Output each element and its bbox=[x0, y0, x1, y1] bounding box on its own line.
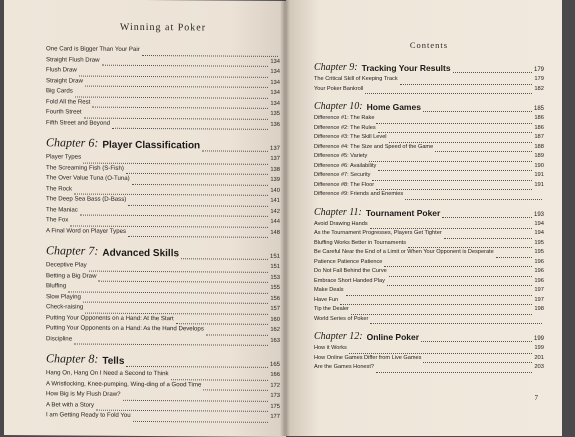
dot-leader bbox=[202, 143, 268, 151]
entry-label: Check-raising bbox=[46, 303, 84, 311]
dot-leader bbox=[346, 288, 533, 296]
toc-entry bbox=[46, 410, 280, 422]
entry-page-number: 186 bbox=[534, 115, 544, 121]
entry-page-number: 175 bbox=[270, 403, 280, 410]
toc-entry bbox=[314, 258, 544, 268]
toc-entry bbox=[314, 143, 544, 153]
entry-page-number: 166 bbox=[270, 371, 280, 378]
dot-leader bbox=[83, 295, 268, 304]
entry-page-number: 198 bbox=[534, 306, 544, 312]
dot-leader bbox=[89, 263, 269, 272]
entry-page-number: 199 bbox=[534, 345, 544, 351]
dot-leader bbox=[132, 176, 269, 185]
entry-label: The Deep Sea Bass (D-Bass) bbox=[46, 195, 127, 203]
toc-entry bbox=[314, 354, 544, 364]
toc-entry bbox=[314, 296, 544, 306]
entry-label: Bluffing Works Better in Tournaments bbox=[314, 239, 407, 246]
dot-leader bbox=[369, 154, 532, 162]
entry-page-number: 140 bbox=[270, 187, 280, 194]
entry-label: Difference #5: Variety bbox=[314, 153, 368, 159]
entry-label: The Fox bbox=[46, 216, 69, 224]
toc-entry bbox=[314, 248, 544, 258]
toc-entry bbox=[314, 124, 544, 134]
chapter-heading bbox=[46, 243, 280, 260]
entry-page-number: 135 bbox=[270, 110, 280, 117]
toc-entry bbox=[314, 239, 544, 249]
toc-entry bbox=[46, 271, 280, 283]
chapter-number: Chapter 12: bbox=[314, 331, 363, 342]
entry-page-number: 195 bbox=[534, 239, 544, 246]
chapter-heading bbox=[314, 207, 544, 218]
dot-leader bbox=[376, 365, 532, 373]
entry-page-number: 172 bbox=[270, 382, 280, 389]
entry-page-number: 134 bbox=[270, 100, 280, 107]
dot-leader bbox=[435, 144, 532, 152]
entry-label: Be Careful Near the End of a Limit or When Your Opponent is Desperate bbox=[314, 249, 494, 255]
chapter-heading bbox=[314, 62, 544, 73]
chapter-page-number: 165 bbox=[269, 361, 280, 368]
entry-label: Big Cards bbox=[46, 87, 73, 95]
toc-entry bbox=[46, 226, 280, 238]
chapter-heading bbox=[314, 101, 544, 112]
entry-label: The Critical Skill of Keeping Track bbox=[314, 76, 398, 82]
chapter-title: Tracking Your Results bbox=[361, 63, 451, 73]
dot-leader bbox=[378, 163, 532, 171]
entry-label: Fold All the Rest bbox=[46, 97, 91, 106]
dot-leader bbox=[376, 182, 532, 190]
entry-page-number: 191 bbox=[534, 181, 544, 188]
dot-leader bbox=[496, 250, 533, 258]
entry-page-number: 138 bbox=[270, 166, 280, 173]
dot-leader bbox=[92, 100, 268, 109]
entry-page-number: 155 bbox=[270, 284, 280, 291]
entry-label: Deceptive Play bbox=[46, 261, 87, 269]
entry-label: Putting Your Opponents on a Hand: At the Start bbox=[46, 313, 174, 322]
entry-label: Difference #6: Availability bbox=[314, 162, 377, 169]
toc-entry bbox=[314, 344, 544, 354]
entry-label: Straight Draw bbox=[46, 76, 83, 85]
dot-leader bbox=[442, 210, 532, 218]
entry-label: The Maniac bbox=[46, 205, 78, 214]
dot-leader bbox=[85, 79, 268, 88]
toc-entry bbox=[46, 55, 280, 67]
entry-page-number: 188 bbox=[534, 143, 544, 150]
dot-leader bbox=[408, 240, 532, 248]
toc-entry bbox=[314, 229, 544, 239]
entry-page-number: 160 bbox=[270, 316, 280, 323]
dot-leader bbox=[340, 297, 532, 305]
entry-page-number: 195 bbox=[534, 249, 544, 255]
entry-label: Bluffing bbox=[46, 282, 67, 290]
entry-page-number: 151 bbox=[270, 263, 280, 270]
entry-label: Difference #7: Security bbox=[314, 172, 371, 178]
dot-leader bbox=[133, 413, 269, 422]
dot-leader bbox=[444, 231, 533, 239]
entry-page-number: 187 bbox=[534, 134, 544, 140]
dot-leader bbox=[123, 392, 269, 401]
entry-page-number: 144 bbox=[270, 218, 280, 225]
entry-label: One Card is Bigger Than Your Pair bbox=[46, 45, 140, 53]
entry-page-number: 134 bbox=[270, 89, 280, 96]
entry-label: A Final Word on Player Types bbox=[46, 226, 127, 235]
dot-leader bbox=[75, 89, 269, 98]
toc-entry bbox=[314, 181, 544, 191]
toc-entry bbox=[314, 305, 544, 315]
entry-label: The Rock bbox=[46, 184, 73, 192]
entry-page-number: 197 bbox=[534, 287, 544, 293]
entry-label: The Over Value Tuna (O-Tuna) bbox=[46, 174, 130, 182]
chapter-number: Chapter 9: bbox=[314, 62, 358, 73]
entry-label: Betting a Big Draw bbox=[46, 271, 97, 280]
dot-leader bbox=[126, 166, 268, 175]
dot-leader bbox=[126, 359, 268, 368]
chapter-page-number: 151 bbox=[269, 253, 280, 260]
toc-entry bbox=[46, 173, 280, 185]
dot-leader bbox=[384, 259, 532, 267]
toc-entry bbox=[314, 220, 544, 230]
chapter-page-number: 179 bbox=[533, 67, 544, 73]
chapter-page-number: 193 bbox=[533, 211, 544, 218]
entry-label: Have Fun bbox=[314, 296, 339, 303]
toc-entry bbox=[46, 76, 280, 88]
entry-label: Your Poker Bankroll bbox=[314, 85, 364, 92]
entry-page-number: 201 bbox=[534, 354, 544, 361]
entry-label: Difference #4: The Size and Speed of the Game bbox=[314, 143, 434, 150]
dot-leader bbox=[421, 334, 532, 342]
dot-leader bbox=[128, 197, 268, 206]
left-chapters bbox=[46, 135, 280, 422]
entry-label: Player Types bbox=[46, 153, 82, 161]
dot-leader bbox=[74, 337, 268, 346]
toc-entry bbox=[314, 315, 544, 325]
dot-leader bbox=[453, 65, 532, 73]
entry-label: How Big is My Flush Draw? bbox=[46, 390, 121, 398]
intro-entries bbox=[46, 44, 280, 130]
dot-leader bbox=[351, 307, 532, 315]
toc-entry bbox=[46, 205, 280, 217]
dot-leader bbox=[98, 274, 268, 283]
dot-leader bbox=[370, 316, 542, 324]
dot-leader bbox=[405, 192, 542, 200]
book-spine bbox=[280, 0, 290, 436]
dot-leader bbox=[84, 110, 269, 119]
entry-page-number: 134 bbox=[270, 79, 280, 86]
toc-entry bbox=[314, 277, 544, 287]
toc-entry bbox=[314, 85, 544, 95]
chapter-page-number: 199 bbox=[533, 336, 544, 342]
chapter-page-number: 185 bbox=[533, 106, 544, 112]
chapter-heading bbox=[314, 331, 544, 342]
left-page bbox=[4, 0, 286, 437]
dot-leader bbox=[79, 68, 269, 77]
entry-page-number: 136 bbox=[270, 121, 280, 128]
dot-leader bbox=[423, 355, 532, 363]
entry-page-number: 157 bbox=[270, 305, 280, 312]
entry-label: Slow Playing bbox=[46, 292, 81, 301]
dot-leader bbox=[387, 278, 532, 286]
dot-leader bbox=[142, 47, 278, 56]
toc-entry bbox=[46, 118, 280, 130]
entry-label: The Screaming Fish (S-Fish) bbox=[46, 163, 124, 172]
running-head: Winning at Poker bbox=[119, 21, 207, 34]
entry-page-number: 153 bbox=[270, 274, 280, 281]
dot-leader bbox=[206, 327, 268, 335]
entry-page-number: 134 bbox=[270, 68, 280, 75]
entry-label: Embrace Short Handed Play bbox=[314, 277, 385, 284]
entry-page-number: 196 bbox=[534, 258, 544, 265]
dot-leader bbox=[68, 284, 268, 293]
dot-leader bbox=[400, 77, 533, 85]
dot-leader bbox=[181, 251, 268, 260]
dot-leader bbox=[365, 86, 532, 94]
entry-page-number: 186 bbox=[534, 124, 544, 131]
entry-label: Patience Patience Patience bbox=[314, 258, 383, 265]
entry-page-number: 148 bbox=[270, 229, 280, 236]
entry-page-number: 134 bbox=[270, 58, 280, 65]
dot-leader bbox=[389, 135, 533, 143]
dot-leader bbox=[203, 382, 268, 390]
toc-entry bbox=[314, 133, 544, 143]
chapter-title: Home Games bbox=[366, 102, 421, 112]
entry-label: Difference #8: The Floor bbox=[314, 181, 375, 188]
entry-page-number: 163 bbox=[270, 337, 280, 344]
dot-leader bbox=[128, 229, 268, 238]
entry-page-number: 189 bbox=[534, 153, 544, 159]
entry-label: Difference #9: Friends and Enemies bbox=[314, 191, 404, 197]
entry-label: A Bet with a Story bbox=[46, 400, 95, 409]
toc-entry bbox=[46, 334, 280, 346]
dot-leader bbox=[423, 104, 532, 112]
entry-label: I am Getting Ready to Fold You bbox=[46, 411, 131, 419]
chapter-title: Player Classification bbox=[102, 139, 201, 152]
entry-page-number: 196 bbox=[534, 268, 544, 274]
entry-label: How Online Games Differ from Live Games bbox=[314, 354, 422, 361]
entry-label: As the Tournament Progresses, Players Get Tighter bbox=[314, 230, 442, 236]
chapter-title: Tells bbox=[102, 355, 125, 367]
toc-entry bbox=[314, 286, 544, 296]
entry-page-number: 182 bbox=[534, 85, 544, 92]
chapter-number: Chapter 8: bbox=[46, 351, 99, 366]
entry-page-number: 139 bbox=[270, 176, 280, 183]
entry-label: Do Not Fall Behind the Curve bbox=[314, 268, 387, 274]
entry-label: How it Works bbox=[314, 345, 347, 351]
toc-entry bbox=[46, 323, 280, 335]
toc-entry bbox=[314, 162, 544, 172]
entry-label: Difference #2: The Rules bbox=[314, 124, 376, 131]
entry-label: A Wristlocking, Knee-pumping, Wing-ding of a Good Time bbox=[46, 379, 202, 388]
entry-label: Straight Flush Draw bbox=[46, 55, 100, 64]
dot-leader bbox=[372, 173, 532, 181]
toc-entry bbox=[314, 152, 544, 162]
entry-label: World Series of Poker bbox=[314, 315, 369, 322]
dot-leader bbox=[349, 346, 532, 354]
chapter-heading bbox=[46, 135, 280, 152]
toc-entry bbox=[46, 194, 280, 206]
entry-label: Fifth Street and Beyond bbox=[46, 118, 111, 127]
entry-label: Discipline bbox=[46, 334, 73, 342]
entry-label: Hang On, Hang On I Need a Second to Think bbox=[46, 369, 169, 378]
toc-entry bbox=[314, 171, 544, 181]
right-chapters bbox=[314, 62, 544, 373]
dot-leader bbox=[370, 221, 533, 229]
entry-page-number: 203 bbox=[534, 364, 544, 370]
chapter-number: Chapter 7: bbox=[46, 243, 99, 258]
chapter-number: Chapter 10: bbox=[314, 101, 363, 112]
entry-label: Are the Games Honest? bbox=[314, 364, 375, 370]
entry-page-number: 191 bbox=[534, 172, 544, 178]
chapter-number: Chapter 6: bbox=[46, 135, 99, 150]
entry-label: Avoid Drawing Hands bbox=[314, 220, 368, 227]
entry-page-number: 173 bbox=[270, 392, 280, 399]
entry-page-number: 194 bbox=[534, 230, 544, 236]
toc-entry bbox=[314, 75, 544, 85]
page-number: 7 bbox=[534, 394, 538, 402]
entry-page-number: 190 bbox=[534, 162, 544, 169]
dot-leader bbox=[378, 125, 533, 133]
toc-entry bbox=[314, 267, 544, 277]
entry-page-number: 142 bbox=[270, 208, 280, 215]
chapter-title: Online Poker bbox=[366, 332, 420, 342]
toc-entry bbox=[314, 114, 544, 124]
entry-page-number: 141 bbox=[270, 197, 280, 204]
entry-page-number: 197 bbox=[534, 296, 544, 303]
toc-entry bbox=[46, 281, 280, 293]
entry-label: Fourth Street bbox=[46, 108, 82, 116]
entry-page-number: 156 bbox=[270, 295, 280, 302]
chapter-number: Chapter 11: bbox=[314, 206, 362, 218]
running-head: Contents bbox=[409, 40, 449, 50]
toc-entry bbox=[314, 190, 544, 200]
chapter-title: Advanced Skills bbox=[102, 247, 180, 260]
entry-label: Difference #1: The Rake bbox=[314, 115, 375, 121]
right-page bbox=[286, 0, 562, 436]
entry-page-number: 177 bbox=[270, 413, 280, 420]
entry-label: Make Deals bbox=[314, 287, 344, 293]
dot-leader bbox=[80, 208, 268, 217]
dot-leader bbox=[389, 269, 533, 277]
entry-label: Difference #3: The Skill Level bbox=[314, 134, 387, 140]
entry-page-number: 137 bbox=[270, 155, 280, 162]
dot-leader bbox=[112, 121, 268, 130]
dot-leader bbox=[376, 116, 532, 124]
entry-page-number: 179 bbox=[534, 76, 544, 82]
dot-leader bbox=[102, 58, 269, 67]
entry-label: Flush Draw bbox=[46, 66, 77, 74]
chapter-heading bbox=[46, 351, 280, 368]
entry-label: Tip the Dealer bbox=[314, 306, 349, 312]
entry-label: Putting Your Opponents on a Hand: As the Hand Develops bbox=[46, 324, 204, 333]
entry-page-number: 162 bbox=[270, 326, 280, 333]
entry-page-number: 194 bbox=[534, 220, 544, 227]
toc-entry bbox=[314, 363, 544, 373]
chapter-page-number: 137 bbox=[269, 145, 280, 152]
entry-page-number: 196 bbox=[534, 277, 544, 284]
chapter-title: Tournament Poker bbox=[365, 207, 441, 218]
